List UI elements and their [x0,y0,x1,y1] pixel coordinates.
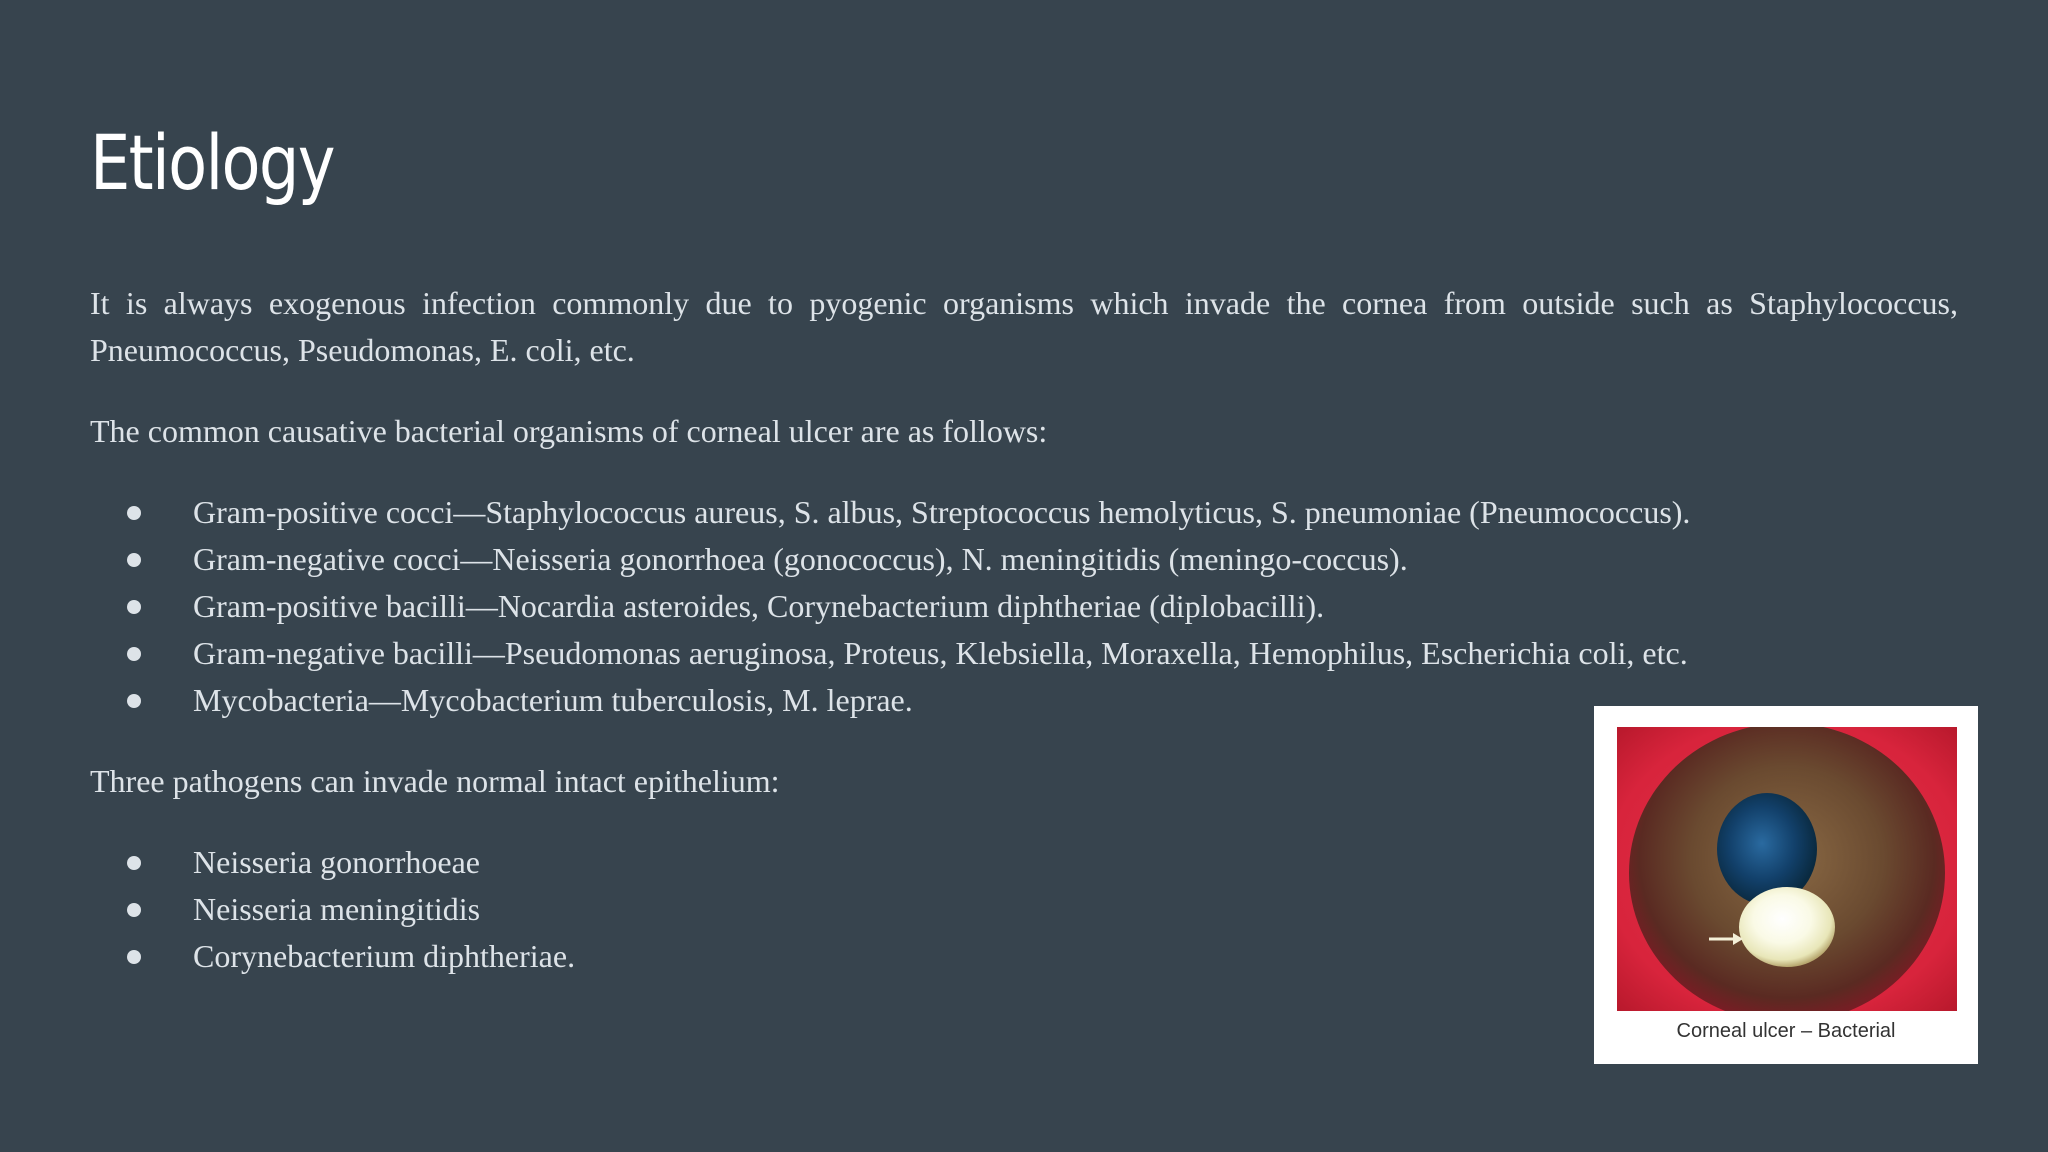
bullet-icon [127,903,141,917]
organisms-heading: The common causative bacterial organisms of corneal ulcer are as follows: [90,413,1048,449]
figure-caption: Corneal ulcer – Bacterial [1676,1020,1896,1042]
ulcer-spot [1739,887,1835,967]
bullet-icon [127,647,141,661]
corneal-ulcer-figure [1594,706,1978,1064]
pathogens-heading: Three pathogens can invade normal intact epithelium: [90,763,780,799]
list-item-text: Gram-positive cocci—Staphylococcus aureus, S. albus, Streptococcus hemolyticus, S. pneumoniae (Pneumococcus). [193,494,1691,530]
list-item-text: Neisseria meningitidis [193,891,481,927]
list-item-text: Gram-negative bacilli—Pseudomonas aeruginosa, Proteus, Klebsiella, Moraxella, Hemophilus, Escherichia coli, etc. [193,635,1688,671]
list-item-text: Corynebacterium diphtheriae. [193,938,576,974]
pupil [1717,793,1817,905]
bullet-icon [127,600,141,614]
list-item-text: Gram-negative cocci—Neisseria gonorrhoea (gonococcus), N. meningitidis (meningo-coccus). [193,541,1408,577]
intro-paragraph: It is always exogenous infection commonly due to pyogenic organisms which invade the cornea from outside such as Staphylococcus, Pneumococcus, Pseudomonas, E. coli, etc. [90,285,1958,368]
bullet-icon [127,506,141,520]
list-item [90,489,1958,536]
bullet-icon [127,694,141,708]
list-item [90,583,1958,630]
bullet-icon [127,553,141,567]
list-item [90,536,1958,583]
list-item-text: Mycobacteria—Mycobacterium tuberculosis, M. leprae. [193,682,913,718]
list-item-text: Neisseria gonorrhoeae [193,844,480,880]
list-item [90,630,1958,677]
eye-photo [1617,727,1957,1011]
organisms-list [90,489,1958,724]
list-item-text: Gram-positive bacilli—Nocardia asteroides, Corynebacterium diphtheriae (diplobacilli). [193,588,1325,624]
bullet-icon [127,856,141,870]
bullet-icon [127,950,141,964]
slide-title: Etiology [90,118,334,207]
